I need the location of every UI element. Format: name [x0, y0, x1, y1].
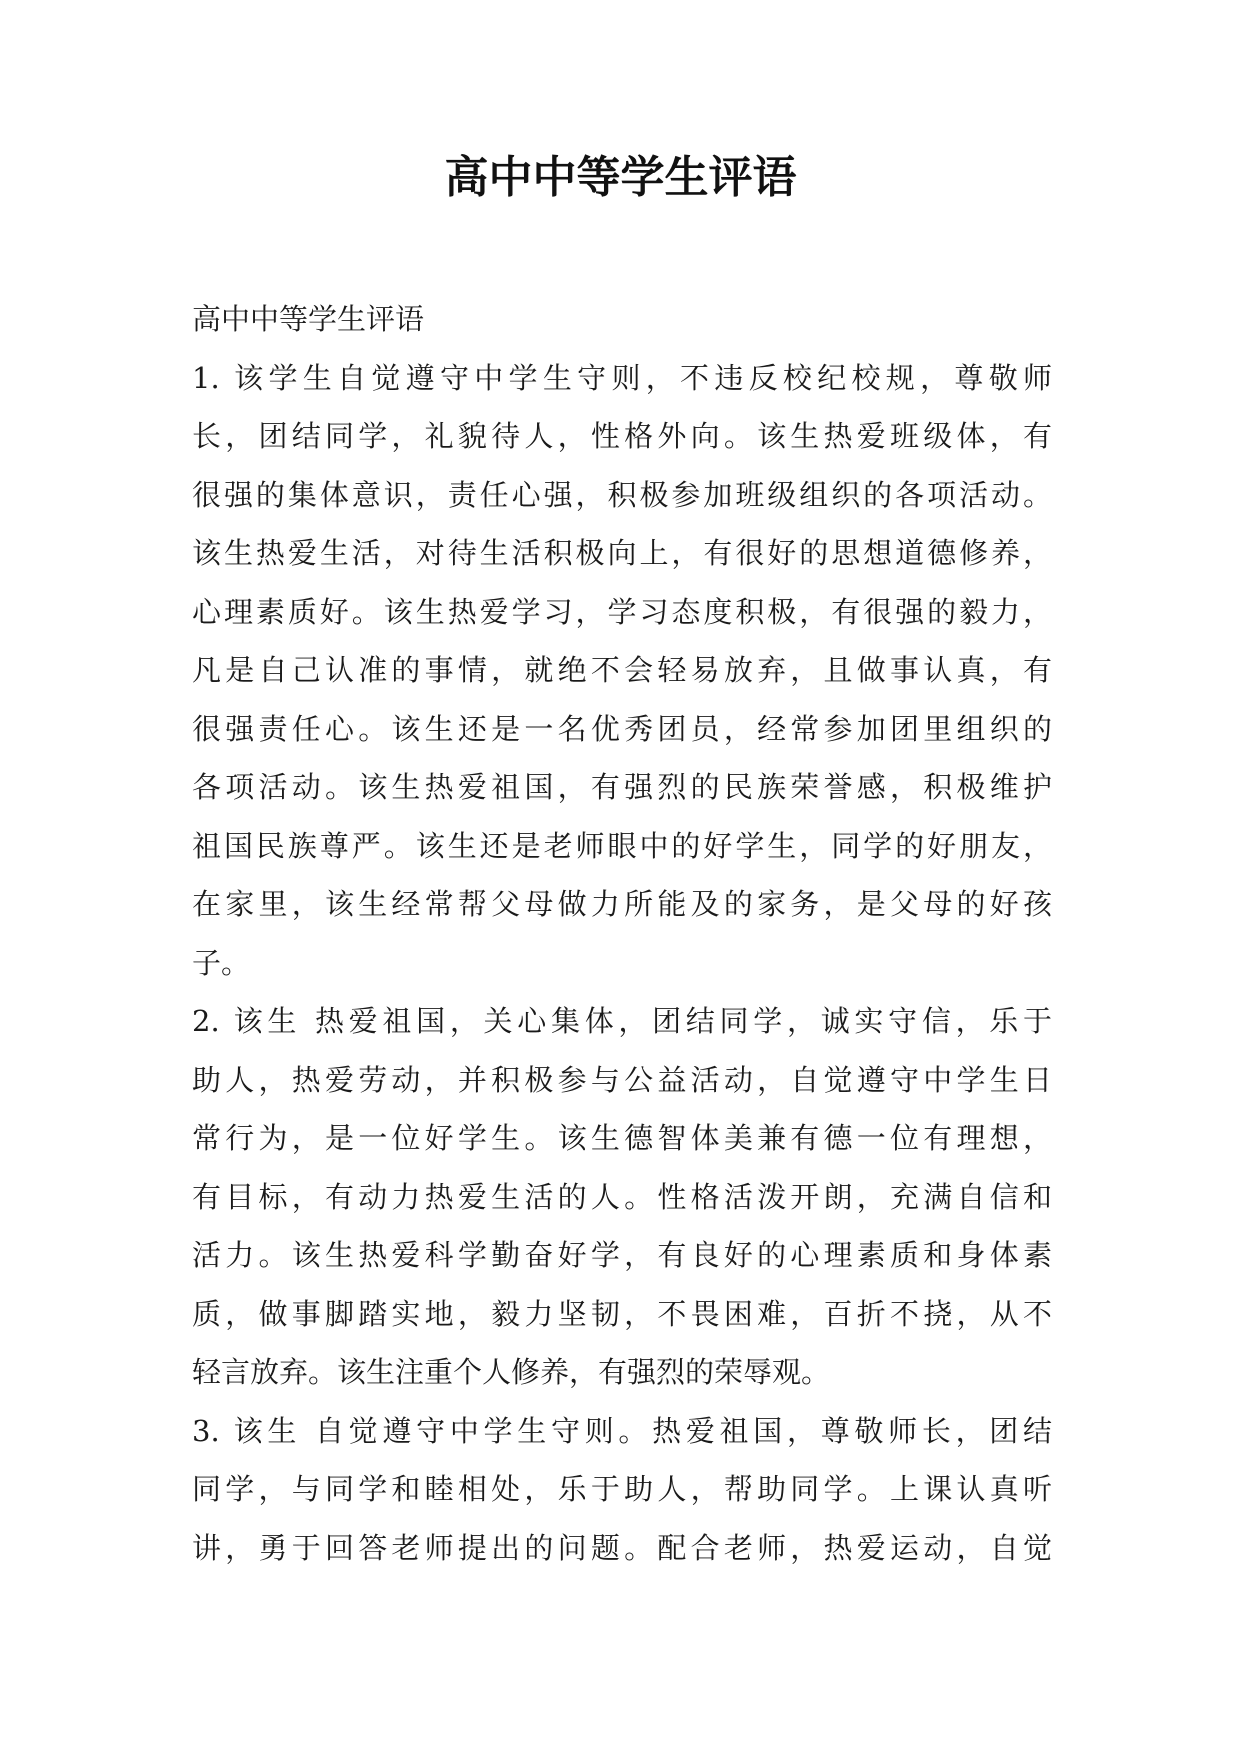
text-line: 2. 该生 热爱祖国，关心集体，团结同学，诚实守信，乐于	[192, 1004, 1052, 1038]
text-line: 质，做事脚踏实地，毅力坚韧，不畏困难，百折不挠，从不	[192, 1296, 1052, 1331]
text-line: 常行为，是一位好学生。该生德智体美兼有德一位有理想，	[192, 1121, 1052, 1155]
text-line: 该生热爱生活，对待生活积极向上，有很好的思想道德修养，	[192, 536, 1052, 570]
body-heading-line: 高中中等学生评语	[192, 302, 425, 336]
text-line: 各项活动。该生热爱祖国，有强烈的民族荣誉感，积极维护	[192, 770, 1052, 804]
document-title: 高中中等学生评语	[444, 152, 797, 203]
text-line: 很强责任心。该生还是一名优秀团员，经常参加团里组织的	[192, 711, 1052, 746]
text-line: 同学，与同学和睦相处，乐于助人，帮助同学。上课认真听	[192, 1472, 1052, 1506]
text-line: 长，团结同学，礼貌待人，性格外向。该生热爱班级体，有	[192, 419, 1052, 453]
document-body	[192, 290, 1052, 1577]
text-line: 凡是自己认准的事情，就绝不会轻易放弃，且做事认真，有	[192, 653, 1052, 687]
text-line: 祖国民族尊严。该生还是老师眼中的好学生，同学的好朋友，	[192, 828, 1052, 863]
text-line: 3. 该生 自觉遵守中学生守则。热爱祖国，尊敬师长，团结	[192, 1413, 1052, 1448]
text-line: 活力。该生热爱科学勤奋好学，有良好的心理素质和身体素	[192, 1238, 1052, 1272]
text-line: 子。	[192, 945, 251, 980]
text-line: 有目标，有动力热爱生活的人。性格活泼开朗，充满自信和	[192, 1179, 1052, 1214]
text-line: 1. 该学生自觉遵守中学生守则，不违反校纪校规，尊敬师	[192, 360, 1052, 395]
text-line: 心理素质好。该生热爱学习，学习态度积极，有很强的毅力，	[192, 594, 1052, 629]
text-line: 讲，勇于回答老师提出的问题。配合老师，热爱运动，自觉	[192, 1530, 1052, 1565]
text-line: 助人，热爱劳动，并积极参与公益活动，自觉遵守中学生日	[192, 1062, 1052, 1097]
text-line: 在家里，该生经常帮父母做力所能及的家务，是父母的好孩	[192, 887, 1052, 921]
text-line: 很强的集体意识，责任心强，积极参加班级组织的各项活动。	[192, 477, 1052, 512]
text-line: 轻言放弃。该生注重个人修养，有强烈的荣辱观。	[192, 1355, 831, 1389]
